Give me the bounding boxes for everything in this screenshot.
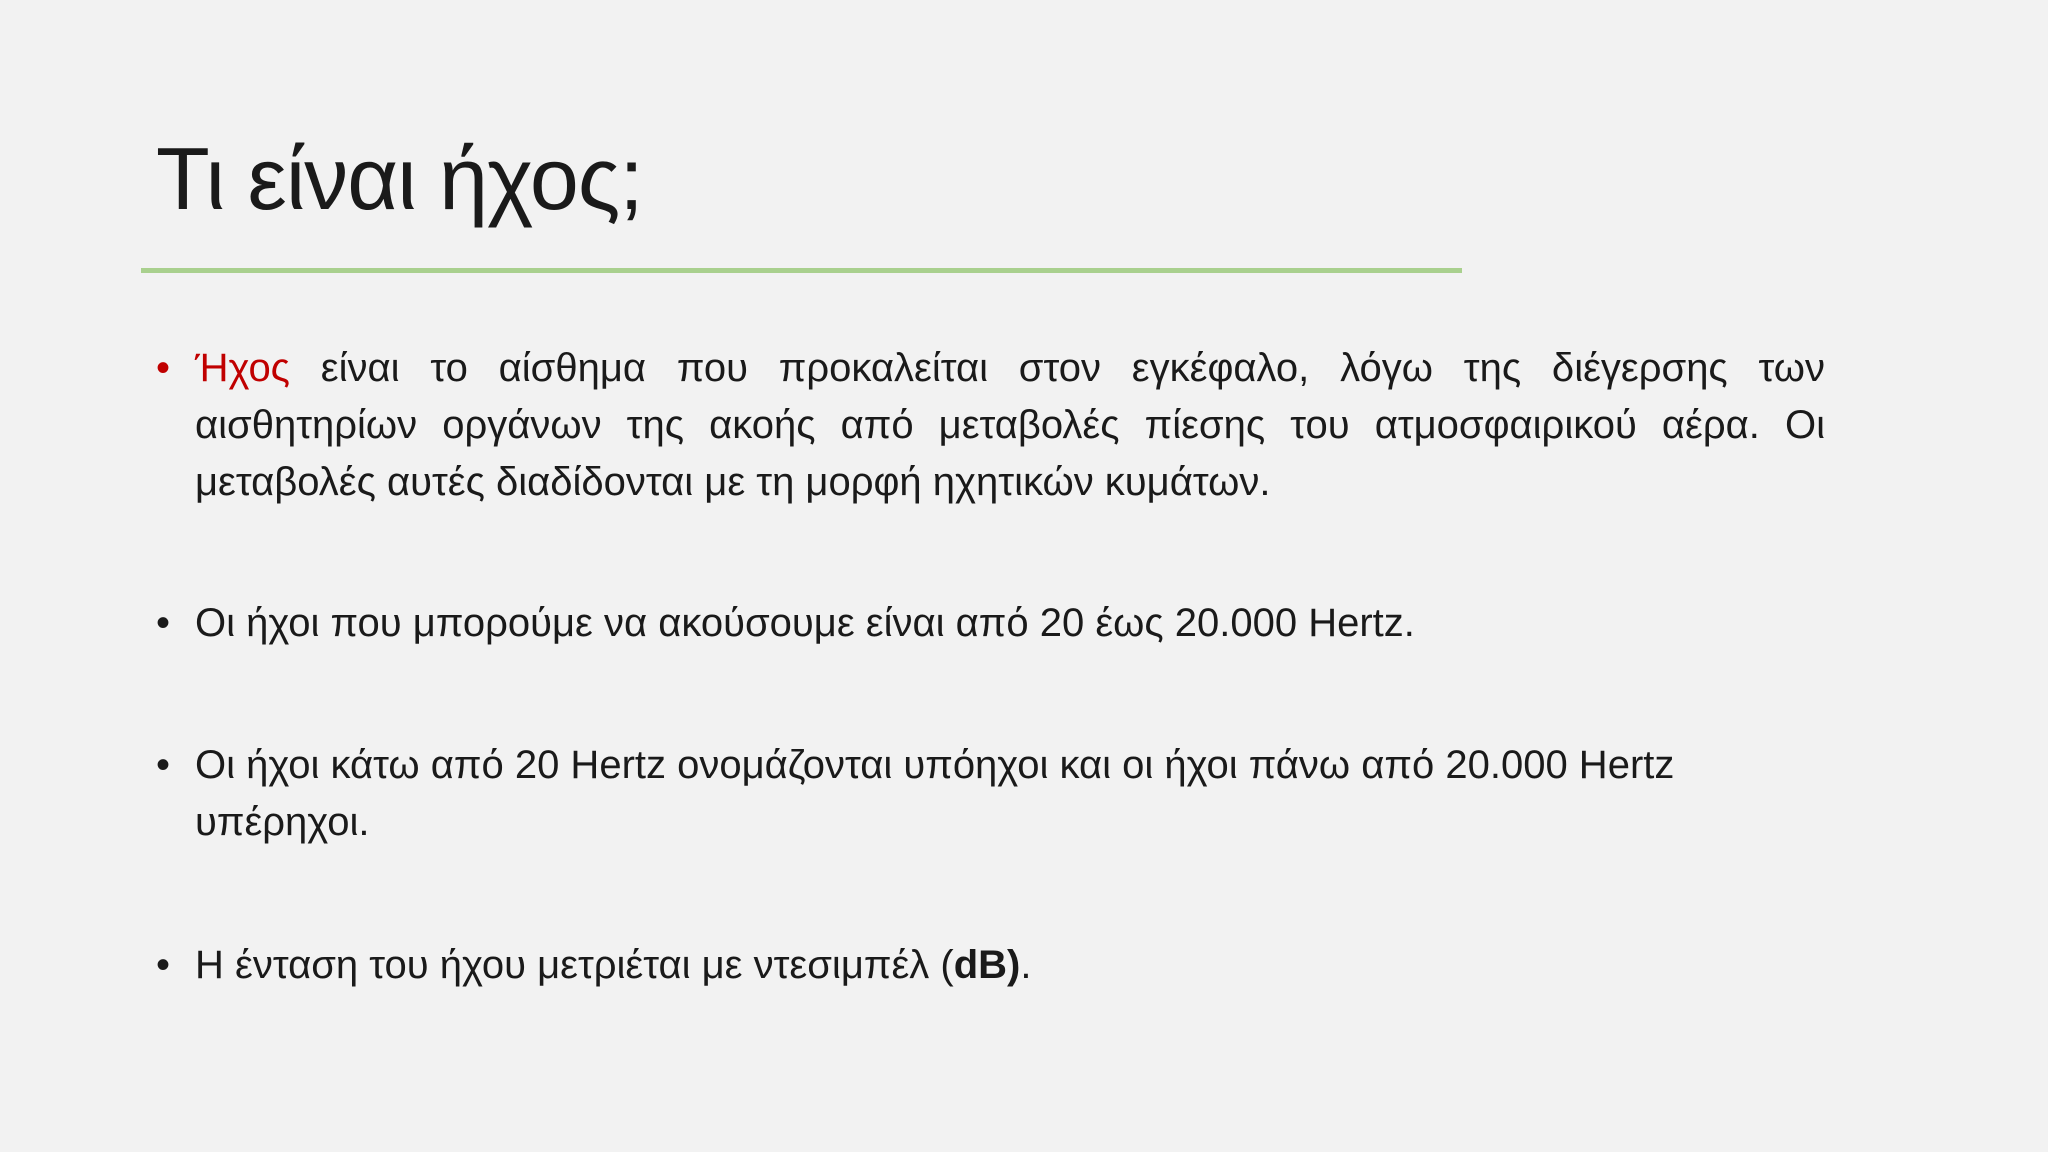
bullet-text	[195, 937, 1825, 994]
bullet-dot-icon: •	[156, 743, 171, 787]
bullet-item-sound-definition	[156, 340, 1826, 511]
bullet-body: Η ένταση του ήχου μετριέται με ντεσιμπέλ (	[195, 943, 954, 987]
bullet-item-infra-ultra-sound	[156, 737, 1826, 851]
bullet-dot-icon: •	[156, 601, 171, 645]
bullet-text	[195, 340, 1825, 511]
bullet-dot-icon: •	[156, 346, 171, 390]
slide-title: Τι είναι ήχος;	[156, 129, 643, 228]
bullet-body: είναι το αίσθημα που προκαλείται στον εγκέφαλο, λόγω της διέγερσης των αισθητηρίων οργάνων της ακοής από μεταβολές πίεσης του ατμοσφαιρικού αέρα. Οι μεταβολές αυτές διαδίδονται με τη μορφή ηχητικών κυμάτων.	[195, 346, 1825, 504]
bullet-period: .	[1020, 943, 1032, 987]
bullet-dot-icon: •	[156, 943, 171, 987]
bullet-text: Οι ήχοι κάτω από 20 Hertz ονομάζονται υπόηχοι και οι ήχοι πάνω από 20.000 Hertz υπέρηχοι.	[195, 743, 1675, 844]
highlight-term: Ήχος	[195, 346, 290, 390]
bullet-item-intensity-db	[156, 937, 1826, 994]
title-underline	[141, 268, 1462, 273]
bullet-text: Οι ήχοι που μπορούμε να ακούσουμε είναι από 20 έως 20.000 Hertz.	[195, 601, 1415, 645]
bullet-item-audible-range	[156, 595, 1826, 652]
unit-db: dB)	[953, 943, 1021, 987]
